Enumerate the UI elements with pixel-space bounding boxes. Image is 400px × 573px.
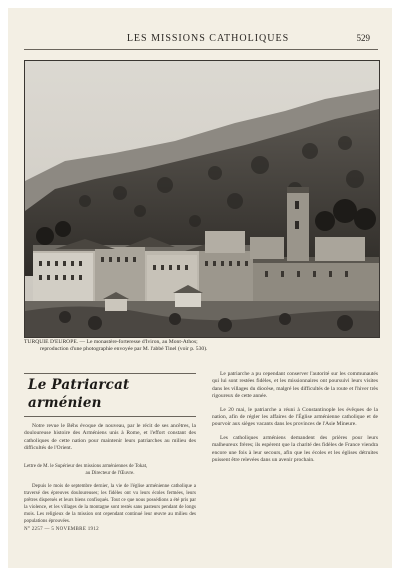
- magazine-page: [8, 8, 392, 568]
- running-head: [8, 33, 392, 45]
- article-intro: Notre revue le Béhs évoque de nouveau, par le récit de ses ancêtres, la douloureuse histoire des Arméniens unis à Rome, et l'effort constant des catholiques de cette nation pour maintenir leurs patriarches au milieu des difficultés de l'Orient.: [24, 423, 196, 452]
- letter-heading-line-1: Lettre de M. le Supérieur des missions arméniennes de Tokat,: [24, 463, 148, 469]
- article-body-right-2: Le 20 mai, le patriarche a réuni à Constantinople les évêques de la nation, afin de régler les affaires de l'Église arménienne catholique et de pourvoir aux sièges vacants dans les provinces de l'Asie Mineure.: [212, 406, 378, 428]
- title-rule-bottom: [24, 416, 196, 417]
- caption-line-1: TURQUIE D'EUROPE. — Le monastère-forteresse d'Iviron, au Mont-Athos;: [24, 339, 198, 345]
- monastery-photo-illustration: [25, 61, 379, 337]
- article-title: Le Patriarcat arménien: [28, 377, 130, 411]
- publication-title: LES MISSIONS CATHOLIQUES: [126, 33, 290, 44]
- article-body-right-3: Les catholiques arméniens demandent des prières pour leurs malheureux frères; ils espèrent que la charité des fidèles de France viendra encore une fois à leur secours, afin que les écoles et les églises détruites puissent être relevées dans un avenir prochain.: [212, 434, 378, 464]
- left-column: [24, 371, 196, 533]
- article-body-right-1: Le patriarche a pu cependant conserver l'autorité sur les communautés qui lui sont restées fidèles, et les missionnaires ont poursuivi leurs visites dans les villages du diocèse, malgré les difficultés de la route et l'hiver très rigoureux de cette année.: [212, 371, 378, 400]
- article-body-left: Depuis le mois de septembre dernier, la vie de l'église arménienne catholique a traversé des épreuves douloureuses; les fidèles ont vu leurs écoles fermées, leurs prêtres dispersés et leurs biens confisqués. Tout ce que nous possédions a été pris par la violence, et les villages de la montagne sont restés sans pasteurs pendant de longs mois. Les religieux de la mission ont cependant continué leur œuvre au milieu des populations éprouvées.: [24, 483, 196, 524]
- page-number: 529: [356, 33, 370, 43]
- header-rule: [24, 49, 378, 50]
- photo-caption: [24, 339, 378, 353]
- caption-line-2: reproduction d'une photographie envoyée par M. l'abbé Tinel (voir p. 530).: [40, 346, 208, 352]
- right-column: [212, 371, 378, 464]
- letter-heading-line-2: au Directeur de l'Œuvre.: [85, 470, 135, 476]
- letter-heading: [24, 463, 196, 477]
- monastery-photograph: [24, 60, 380, 338]
- issue-footer: N° 2257 — 5 NOVEMBRE 1912: [24, 526, 99, 532]
